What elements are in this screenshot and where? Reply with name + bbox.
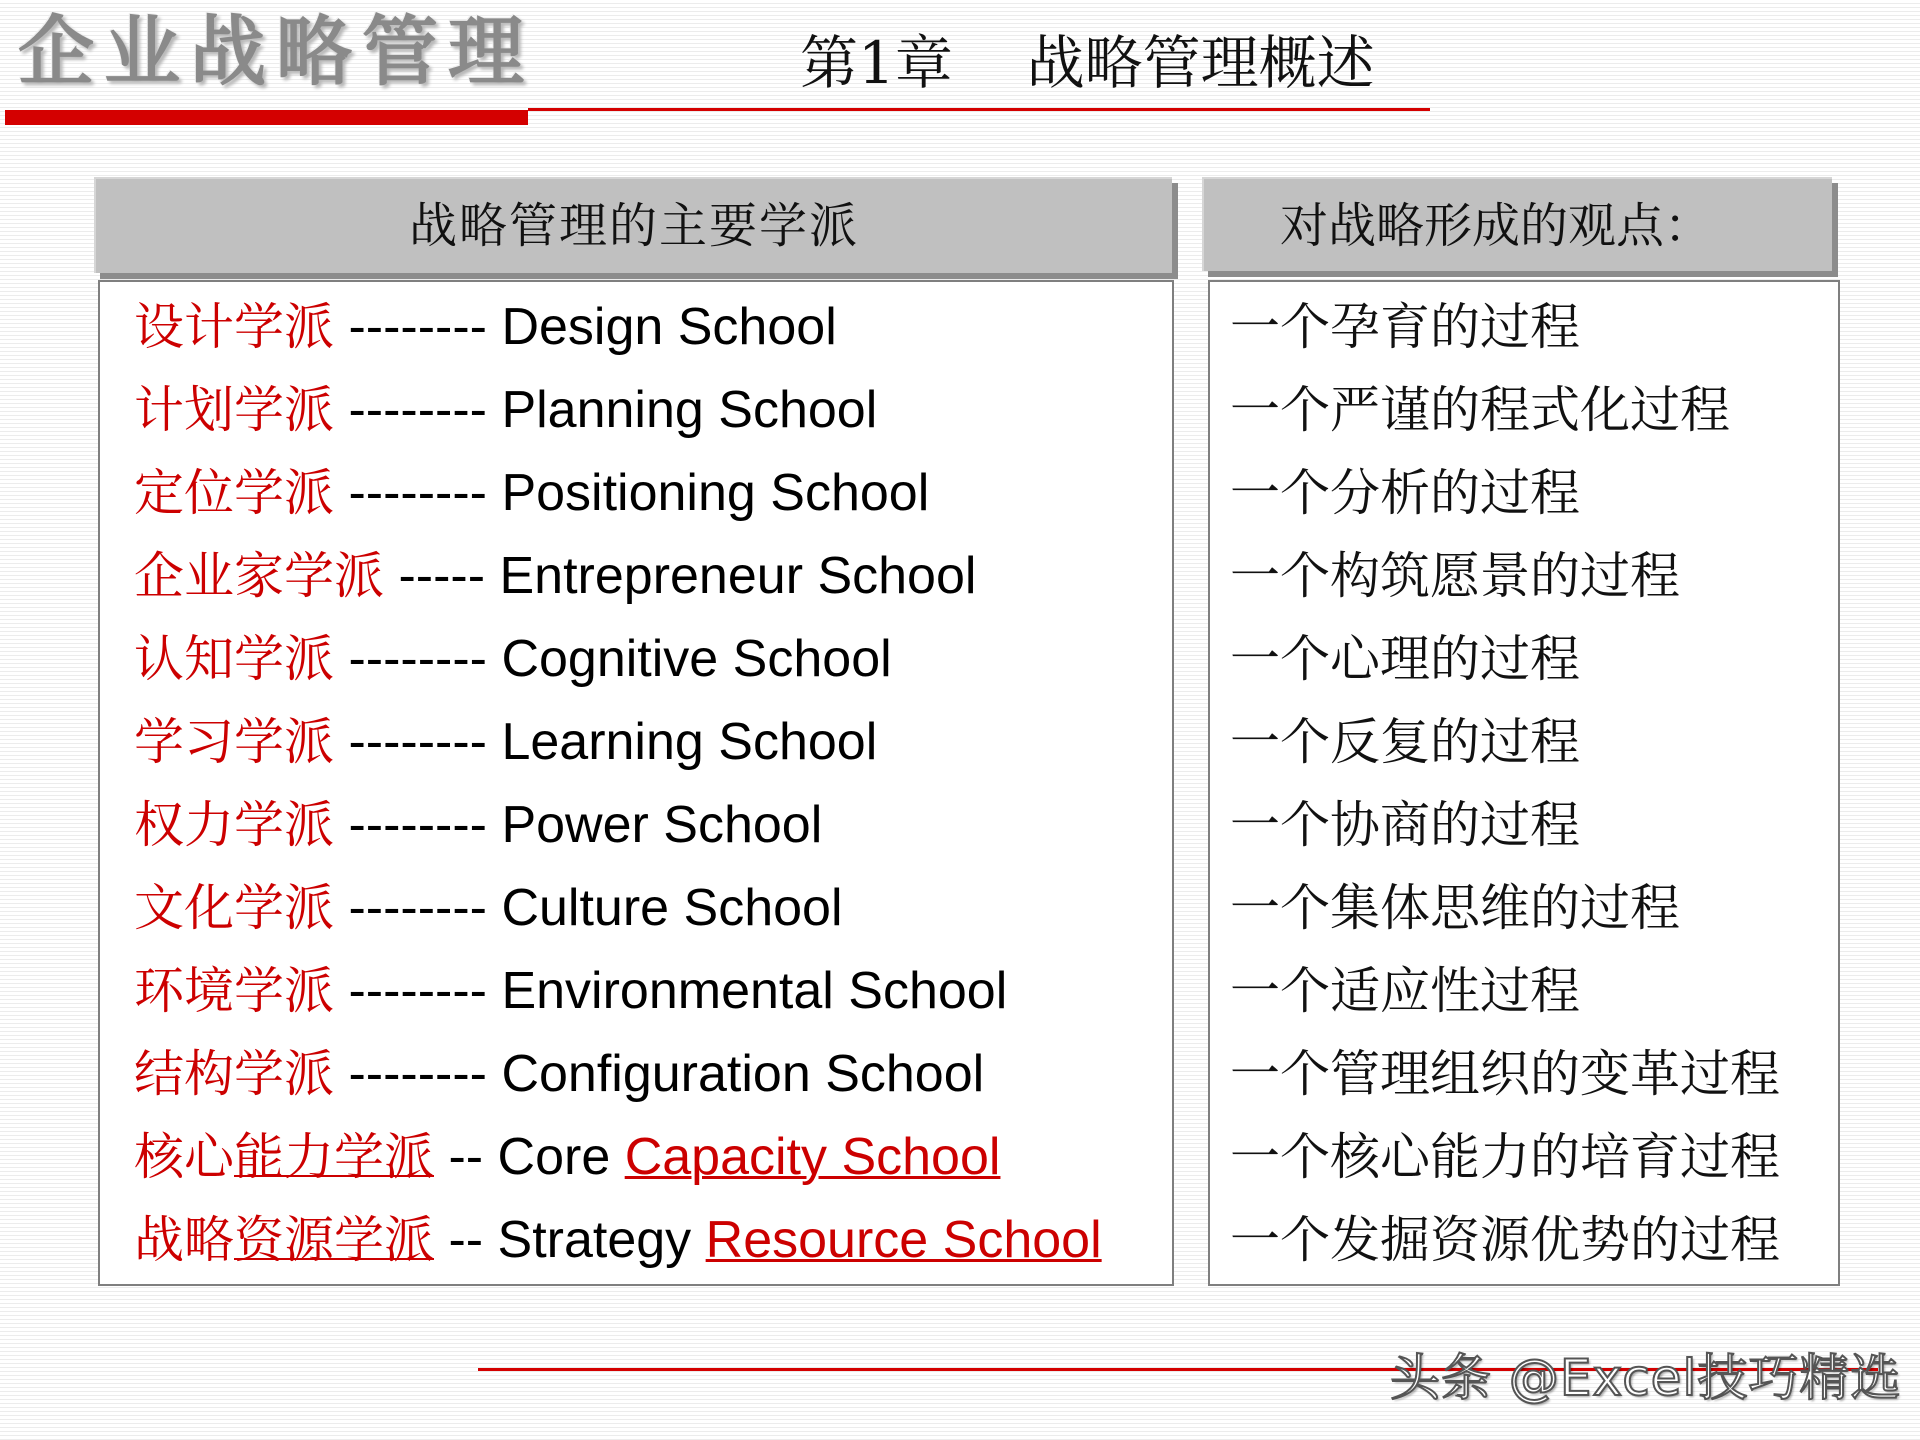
- school-cn-name: 核心: [134, 1128, 234, 1186]
- school-en-name: Cognitive School: [501, 630, 892, 688]
- school-en-name: Culture School: [501, 879, 843, 937]
- view-item: 一个核心能力的培育过程: [1230, 1128, 1780, 1186]
- school-en-name: Configuration School: [501, 1045, 985, 1103]
- school-row: [134, 1034, 984, 1114]
- schools-list: [98, 280, 1174, 1286]
- school-cn-name: 权力学派: [134, 796, 334, 854]
- view-item: 一个反复的过程: [1230, 713, 1580, 771]
- view-item: 一个协商的过程: [1230, 796, 1580, 854]
- view-item: 一个适应性过程: [1230, 962, 1580, 1020]
- school-en-name: Power School: [501, 796, 823, 854]
- school-en-name: Planning School: [501, 381, 878, 439]
- schools-panel-title: 战略管理的主要学派: [94, 177, 1172, 273]
- school-en-name: Entrepreneur School: [499, 547, 977, 605]
- school-row: [134, 702, 877, 782]
- school-row: [134, 1117, 1000, 1197]
- school-separator: --------: [334, 381, 502, 439]
- school-en-name: Learning School: [501, 713, 878, 771]
- school-cn-name: 设计学派: [134, 298, 334, 356]
- logo-title: 企业战略管理: [18, 7, 534, 96]
- school-cn-name: 认知学派: [134, 630, 334, 688]
- school-separator: --------: [334, 464, 502, 522]
- view-item: 一个构筑愿景的过程: [1230, 547, 1680, 605]
- school-row: [134, 1200, 1102, 1280]
- school-en-name: Positioning School: [501, 464, 930, 522]
- school-row: [134, 619, 892, 699]
- view-item: 一个管理组织的变革过程: [1230, 1045, 1780, 1103]
- school-separator: --------: [334, 1045, 502, 1103]
- school-separator: --: [434, 1128, 498, 1186]
- school-en-name: Core: [497, 1128, 625, 1186]
- school-separator: --------: [334, 962, 502, 1020]
- school-row: [134, 785, 822, 865]
- school-en-link[interactable]: Resource School: [705, 1211, 1102, 1269]
- school-row: [134, 951, 1007, 1031]
- school-cn-name: 企业家学派: [134, 547, 384, 605]
- school-separator: --------: [334, 630, 502, 688]
- school-separator: --------: [334, 796, 502, 854]
- school-row: [134, 868, 843, 948]
- school-en-link[interactable]: Capacity School: [624, 1128, 1001, 1186]
- school-cn-name: 文化学派: [134, 879, 334, 937]
- view-item: 一个发掘资源优势的过程: [1230, 1211, 1780, 1269]
- school-row: [134, 453, 929, 533]
- school-separator: --: [434, 1211, 498, 1269]
- school-cn-name: 计划学派: [134, 381, 334, 439]
- school-separator: --------: [334, 879, 502, 937]
- view-item: 一个心理的过程: [1230, 630, 1580, 688]
- header-rule-thin: [528, 108, 1430, 111]
- school-row: [134, 370, 877, 450]
- school-en-name: Design School: [501, 298, 837, 356]
- school-separator: -----: [384, 547, 500, 605]
- school-cn-name: 环境学派: [134, 962, 334, 1020]
- view-item: 一个集体思维的过程: [1230, 879, 1680, 937]
- view-item: 一个分析的过程: [1230, 464, 1580, 522]
- school-en-name: Environmental School: [501, 962, 1008, 1020]
- school-row: [134, 287, 837, 367]
- school-cn-name: 结构学派: [134, 1045, 334, 1103]
- header-rule-thick: [5, 110, 528, 125]
- school-cn-name: 战略: [134, 1211, 234, 1269]
- school-cn-name: 学习学派: [134, 713, 334, 771]
- view-item: 一个孕育的过程: [1230, 298, 1580, 356]
- school-cn-link[interactable]: 资源学派: [234, 1211, 434, 1269]
- views-list: [1208, 280, 1840, 1286]
- school-separator: --------: [334, 713, 502, 771]
- view-item: 一个严谨的程式化过程: [1230, 381, 1730, 439]
- school-cn-name: 定位学派: [134, 464, 334, 522]
- school-en-name: Strategy: [497, 1211, 706, 1269]
- school-cn-link[interactable]: 能力学派: [234, 1128, 434, 1186]
- chapter-title: 第1章 战略管理概述: [800, 29, 1375, 97]
- watermark: 头条 @Excel技巧精选: [1390, 1349, 1902, 1407]
- school-row: [134, 536, 976, 616]
- school-separator: --------: [334, 298, 502, 356]
- views-panel-title: 对战略形成的观点：: [1202, 177, 1832, 271]
